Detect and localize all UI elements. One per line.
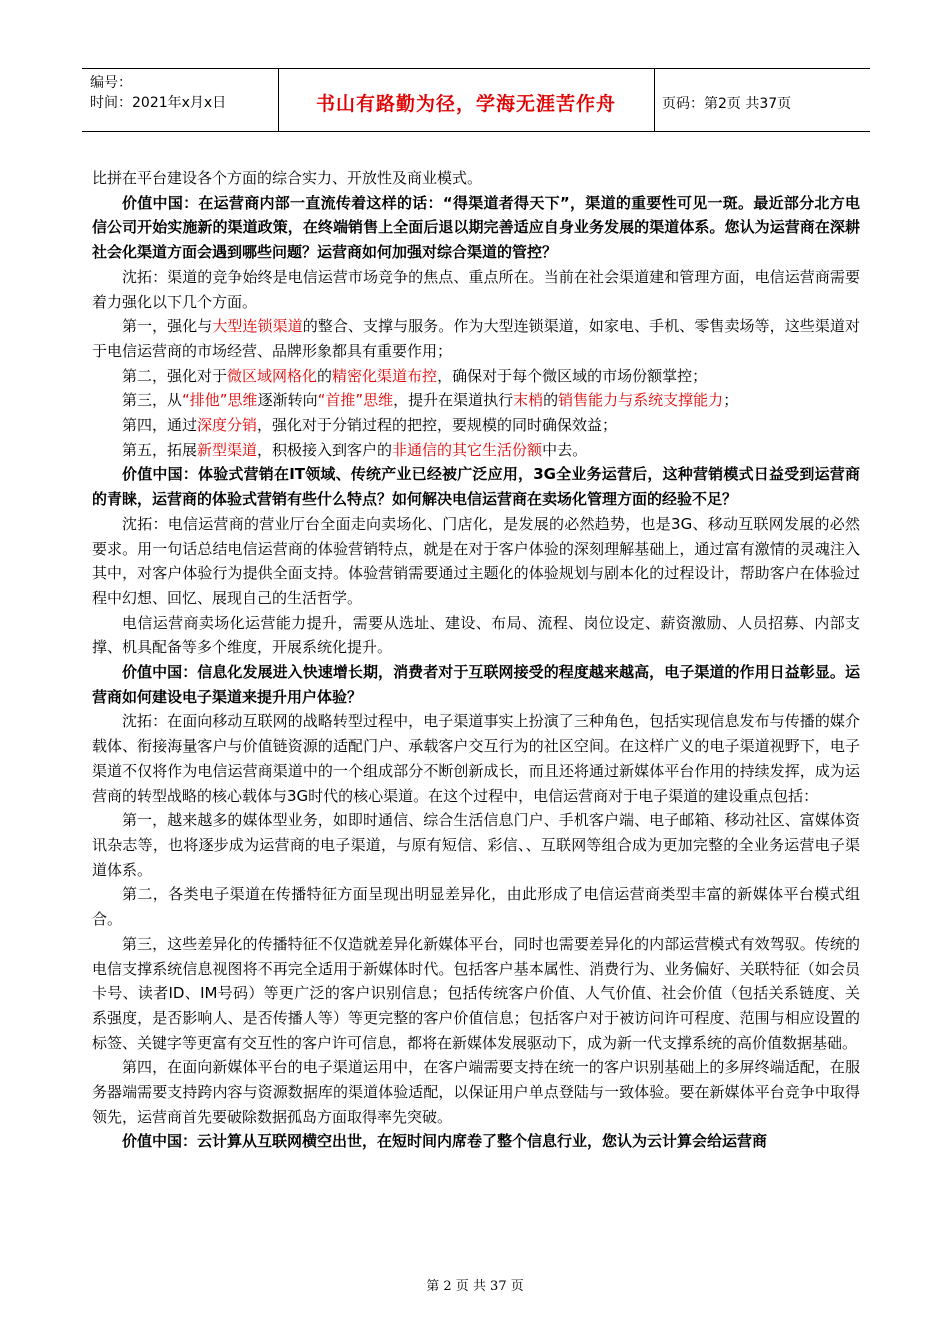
interview-answer: 沈拓：渠道的竞争始终是电信运营市场竞争的焦点、重点所在。当前在社会渠道建和管理方面，电信运营商需要着力强化以下几个方面。 [92, 267, 860, 311]
answer-point [92, 364, 860, 389]
paragraph: 电信运营商卖场化运营能力提升，需要从选址、建设、布局、流程、岗位设定、薪资激励、人员招募、内部支撑、机具配备等多个维度，开展系统化提升。 [92, 613, 860, 657]
text-run: ，提升在渠道执行 [393, 391, 514, 410]
header-motto: 书山有路勤为径，学海无涯苦作舟 [315, 93, 616, 115]
text-run: ，强化对于分销过程的把控，要规模的同时确保效益； [257, 416, 618, 435]
highlight-text: “首推”思维 [317, 391, 394, 410]
text-run: ，积极接入到客户的 [257, 440, 393, 459]
highlight-text: 精密化渠道布控 [332, 366, 438, 385]
highlight-text: 销售能力与系统支撑能力 [558, 391, 724, 410]
interview-question: 价值中国：云计算从互联网横空出世，在短时间内席卷了整个信息行业，您认为云计算会给运营商 [122, 1132, 768, 1151]
document-date: 时间：2021年x月x日 [90, 95, 227, 111]
interview-question: 价值中国：信息化发展进入快速增长期，消费者对于互联网接受的程度越来越高，电子渠道的作用日益彰显。运营商如何建设电子渠道来提升用户体验？ [92, 663, 860, 706]
answer-point [92, 413, 860, 438]
highlight-text: 微区域网格化 [227, 366, 318, 385]
highlight-text: 大型连锁渠道 [212, 317, 303, 336]
text-run: 的 [317, 366, 333, 385]
text-run: 中去。 [542, 440, 588, 459]
text-run: 的 [543, 391, 559, 410]
answer-point [92, 314, 860, 363]
header-page-info: 页码：第2页 共37页 [662, 96, 792, 112]
answer-point: 第三，这些差异化的传播特征不仅造就差异化新媒体平台，同时也需要差异化的内部运营模式有效驾驭。传统的电信支撑系统信息视图将不再完全适用于新媒体时代。包括客户基本属性、消费行为、业务偏好、关联特征（如会员卡号、读者ID、IM号码）等更广泛的客户识别信息；包括传统客户价值、人气价值、社会价值（包括关系链度、关系强度，是否影响人、是否传播人等）等更完整的客户价值信息；包括客户对于被访问许可程度、范围与相应设置的标签、关键字等更富有交互性的客户许可信息，都将在新媒体发展驱动下，成为新一代支撑系统的高价值数据基础。 [92, 934, 860, 1052]
highlight-text: 非通信的其它生活份额 [392, 440, 543, 459]
highlight-text: 深度分销 [197, 416, 258, 435]
answer-point: 第二，各类电子渠道在传播特征方面呈现出明显差异化，由此形成了电信运营商类型丰富的新媒体平台模式组合。 [92, 885, 860, 929]
text-run: 逐渐转向 [257, 391, 318, 410]
highlight-text: 末梢 [513, 391, 544, 410]
text-run: 的整合、支撑与服务。作为大型连锁渠道，如家电、手机、零售卖场等，这些渠道对于电信运营商的市场经营、品牌形象都具有重要作用； [92, 317, 860, 360]
text-run: 第五，拓展 [122, 440, 198, 459]
interview-question: 价值中国：体验式营销在IT领域、传统产业已经被广泛应用，3G全业务运营后，这种营销模式日益受到运营商的青睐，运营商的体验式营销有些什么特点？如何解决电信运营商在卖场化管理方面的经验不足？ [92, 465, 860, 509]
interview-answer: 沈拓：在面向移动互联网的战略转型过程中，电子渠道事实上扮演了三种角色，包括实现信息发布与传播的媒介载体、衔接海量客户与价值链资源的适配门户、承载客户交互行为的社区空间。在这样广义的电子渠道视野下，电子渠道不仅将作为电信运营商渠道中的一个组成部分不断创新成长，而且还将通过新媒体平台作用的持续发挥，成为运营商的转型战略的核心载体与3G时代的核心渠道。在这个过程中，电信运营商对于电子渠道的建设重点包括： [92, 712, 860, 805]
text-run: ； [723, 391, 739, 410]
article-body [92, 166, 860, 1154]
text-run: 第一，强化与 [122, 317, 213, 336]
header-divider [654, 69, 655, 131]
interview-answer: 沈拓：电信运营商的营业厅台全面走向卖场化、门店化，是发展的必然趋势，也是3G、移动互联网发展的必然要求。用一句话总结电信运营商的体验营销特点，就是在对于客户体验的深刻理解基础上，通过富有激情的灵魂注入其中，对客户体验行为提供全面支持。体验营销需要通过主题化的体验规划与剧本化的过程设计，帮助客户在体验过程中幻想、回忆、展现自己的生活哲学。 [92, 514, 860, 607]
answer-point: 第四，在面向新媒体平台的电子渠道运用中，在客户端需要支持在统一的客户识别基础上的多屏终端适配，在服务器端需要支持跨内容与资源数据库的渠道体验适配，以保证用户单点登陆与一致体验。要在新媒体平台竞争中取得领先，运营商首先要破除数据孤岛方面取得率先突破。 [92, 1058, 860, 1126]
text-run: ，确保对于每个微区域的市场份额掌控； [437, 366, 708, 385]
page-footer: 第 2 页 共 37 页 [426, 1279, 524, 1294]
header-meta [90, 73, 226, 113]
text-run: 第二，强化对于 [122, 366, 228, 385]
page-header [82, 68, 870, 132]
text-run: 第三，从 [122, 391, 183, 410]
highlight-text: “排他”思维 [182, 391, 258, 410]
text-run: 第四，通过 [122, 416, 198, 435]
answer-point: 第一，越来越多的媒体型业务，如即时通信、综合生活信息门户、手机客户端、电子邮箱、移动社区、富媒体资讯杂志等，也将逐步成为运营商的电子渠道，与原有短信、彩信、、互联网等组合成为更加完整的全业务运营电子渠道体系。 [92, 811, 860, 879]
highlight-text: 新型渠道 [197, 440, 258, 459]
document-number: 编号： [90, 75, 132, 91]
answer-point [92, 388, 860, 413]
paragraph: 比拼在平台建设各个方面的综合实力、开放性及商业模式。 [92, 169, 483, 187]
answer-point [92, 438, 860, 463]
interview-question: 价值中国：在运营商内部一直流传着这样的话：“得渠道者得天下”，渠道的重要性可见一斑。最近部分北方电信公司开始实施新的渠道政策，在终端销售上全面后退以期完善适应自身业务发展的渠道体系。您认为运营商在深耕社会化渠道方面会遇到哪些问题？运营商如何加强对综合渠道的管控？ [92, 193, 860, 262]
